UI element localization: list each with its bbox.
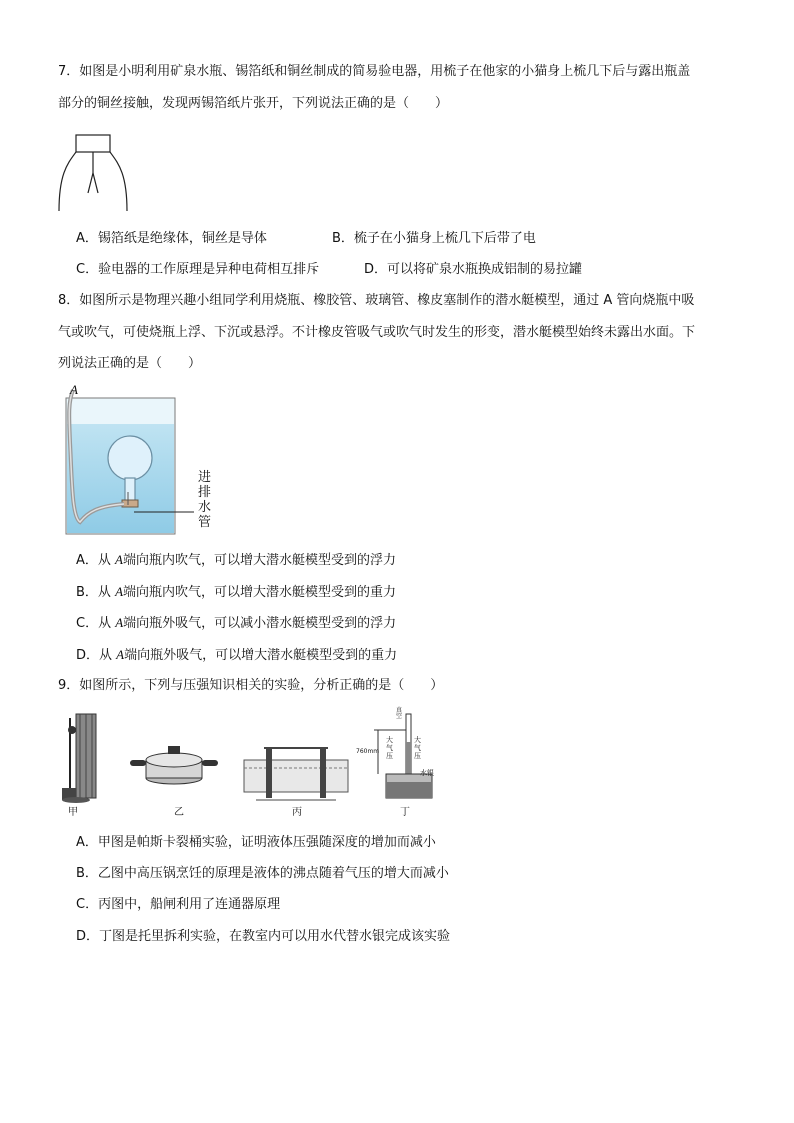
q9-option-a: A．甲图是帕斯卡裂桶实验，证明液体压强随深度的增加而减小	[76, 835, 436, 850]
ship-lock-figure	[244, 748, 348, 800]
q9-option-b: B．乙图中高压锅烹饪的原理是液体的沸点随着气压的增大而减小	[76, 866, 449, 881]
flask	[108, 436, 152, 480]
q7-option-a: A．锡箔纸是绝缘体，铜丝是导体	[76, 231, 267, 246]
label-jia: 甲	[68, 807, 78, 818]
q7-stem-line2: 部分的铜丝接触，发现两锡箔纸片张开，下列说法正确的是（ ）	[58, 96, 449, 111]
electroscope-figure	[56, 133, 136, 215]
label-bing: 丙	[292, 807, 302, 818]
q9-option-c: C．丙图中，船闸利用了连通器原理	[76, 897, 281, 912]
torricelli-figure	[374, 714, 432, 798]
q7-option-b: B．梳子在小猫身上梳几下后带了电	[332, 231, 536, 246]
q8-stem-line1: 8．如图所示是物理兴趣小组同学利用烧瓶、橡胶管、玻璃管、橡皮塞制作的潜水艇模型，通过 A 管向烧瓶中吸	[58, 293, 695, 308]
barrel-figure	[62, 714, 96, 803]
foil-left	[88, 173, 93, 193]
bottle-left-wall	[59, 152, 76, 211]
submarine-figure	[58, 382, 218, 537]
q9-option-d: D．丁图是托里拆利实验，在教室内可以用水代替水银完成该实验	[76, 929, 451, 944]
q8-option-a: A．从 A端向瓶内吹气，可以增大潜水艇模型受到的浮力	[76, 552, 396, 568]
rubber-stopper	[122, 500, 138, 507]
pressure-cooker-figure	[130, 746, 218, 784]
q8-option-d: D．从 A端向瓶外吸气，可以增大潜水艇模型受到的重力	[76, 647, 398, 663]
label-yi: 乙	[174, 807, 184, 818]
label-atm-2: 大气压	[414, 736, 421, 760]
q7-option-c: C．验电器的工作原理是异种电荷相互排斥	[76, 262, 320, 277]
label-atm-1: 大气压	[386, 736, 393, 760]
bottle-right-wall	[110, 152, 127, 211]
label-pipe: 进 排 水 管	[198, 470, 212, 530]
label-760mm: 760mm	[356, 748, 380, 755]
flask-neck	[125, 478, 135, 502]
label-ding: 丁	[400, 807, 410, 818]
q7-stem-line1: 7．如图是小明利用矿泉水瓶、锡箔纸和铜丝制成的简易验电器，用梳子在他家的小猫身上梳几下后与露出瓶盖	[58, 64, 691, 79]
pressure-figures	[56, 708, 436, 820]
label-a: A	[70, 382, 78, 397]
q9-stem: 9．如图所示，下列与压强知识相关的实验，分析正确的是（ ）	[58, 678, 444, 693]
label-vacuum: 真空	[396, 707, 403, 720]
foil-right	[93, 173, 98, 193]
label-mercury: 水银	[420, 769, 434, 777]
q8-option-c: C．从 A端向瓶外吸气，可以减小潜水艇模型受到的浮力	[76, 615, 397, 631]
q8-stem-line3: 列说法正确的是（ ）	[58, 356, 202, 371]
q8-stem-line2: 气或吹气，可使烧瓶上浮、下沉或悬浮。不计橡皮管吸气或吹气时发生的形变，潜水艇模型始终未露出水面。下	[58, 325, 696, 340]
q8-option-b: B．从 A端向瓶内吹气，可以增大潜水艇模型受到的重力	[76, 584, 397, 600]
bottle-cap	[76, 135, 110, 152]
q7-option-d: D．可以将矿泉水瓶换成铝制的易拉罐	[364, 262, 583, 277]
